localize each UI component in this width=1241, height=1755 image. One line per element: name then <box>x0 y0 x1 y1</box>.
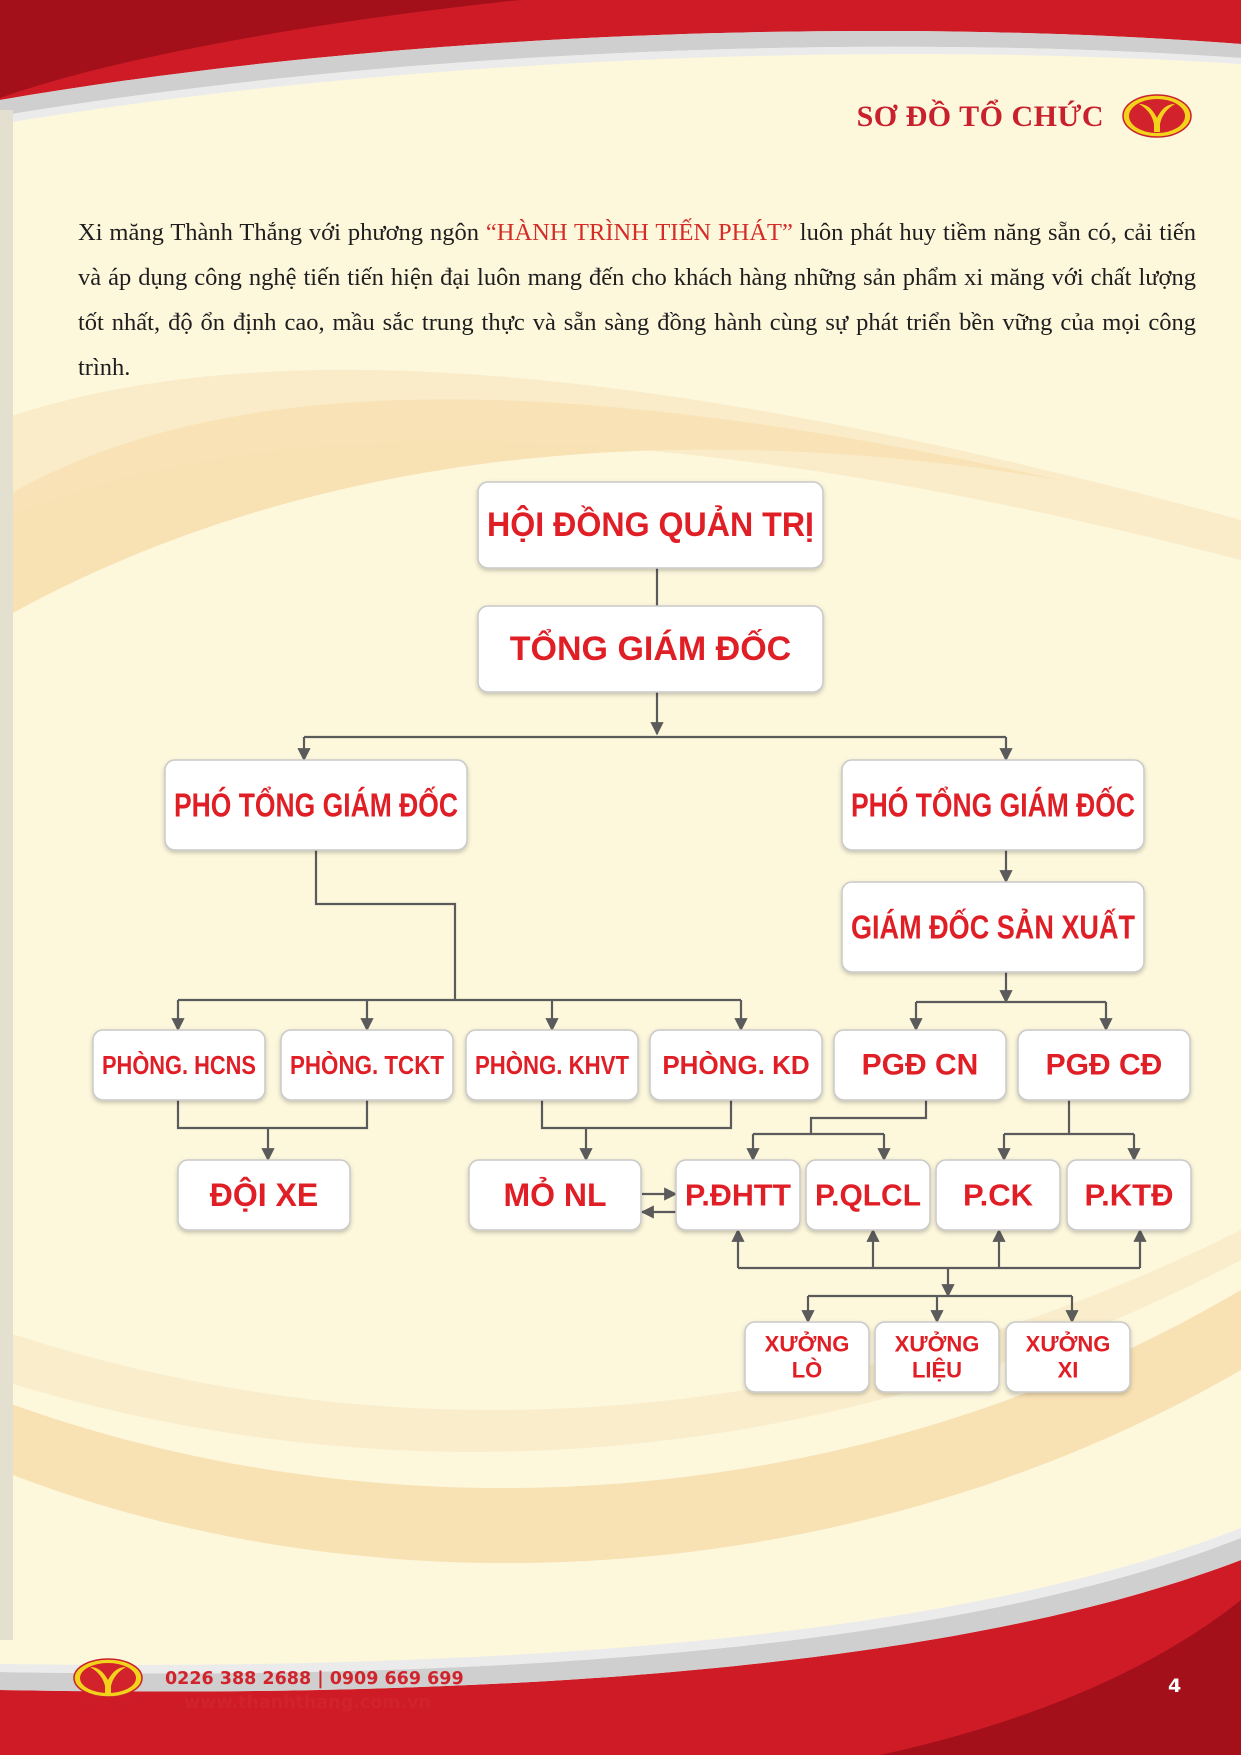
footer-phone: 0226 388 2688 | 0909 669 699 <box>165 1669 464 1689</box>
footer-contact <box>165 1667 464 1715</box>
org-node-label: XI <box>1057 1357 1079 1383</box>
org-node-tgd <box>478 606 823 692</box>
footer-logo-icon <box>72 1658 144 1708</box>
org-node-label: XƯỞNG <box>1025 1331 1111 1357</box>
org-node-pktd <box>1067 1160 1191 1230</box>
org-connector-line <box>811 1100 926 1134</box>
org-node-label: PHÒNG. TCKT <box>290 1050 445 1080</box>
page-number: 4 <box>1168 1675 1182 1697</box>
org-node-label: PHÓ TỔNG GIÁM ĐỐC <box>851 786 1205 824</box>
org-node-khvt <box>466 1030 638 1100</box>
org-node-label: HỘI ĐỒNG QUẢN TRỊ <box>487 506 833 544</box>
org-node-label: PHÓ TỔNG GIÁM ĐỐC <box>174 786 528 824</box>
intro-text-after: luôn phát huy tiềm năng sẵn có, cải tiến và áp dụng công nghệ tiến tiến hiện đại luôn mang đến cho khách hàng những sản phẩm xi măng với chất lượng tốt nhất, độ ổn định cao, mầu sắc trung thực và sẵn sàng đồng hành cùng sự phát triển bền vững của mọi công trình. <box>78 219 1196 381</box>
org-node-label: P.ĐHTT <box>685 1177 792 1213</box>
org-node-label: PGĐ CN <box>861 1048 979 1082</box>
org-node-label: ĐỘI XE <box>209 1177 319 1213</box>
org-node-label: PHÒNG. KD <box>662 1050 810 1080</box>
org-node-tckt <box>281 1030 453 1100</box>
org-node-label: MỎ NL <box>503 1177 607 1213</box>
org-node-doixe <box>178 1160 350 1230</box>
org-node-label: TỔNG GIÁM ĐỐC <box>509 630 792 668</box>
org-node-monl <box>469 1160 641 1230</box>
org-node-hdqt <box>478 482 833 568</box>
org-node-xxi <box>1006 1322 1130 1392</box>
org-node-label: PHÒNG. KHVT <box>475 1050 630 1080</box>
org-node-pdhtt <box>676 1160 800 1230</box>
org-node-label: P.CK <box>962 1177 1034 1213</box>
org-node-pgdcn <box>834 1030 1006 1100</box>
org-node-kd <box>650 1030 822 1100</box>
intro-motto: “HÀNH TRÌNH TIẾN PHÁT” <box>485 219 793 246</box>
org-node-hcns <box>93 1030 265 1100</box>
page-title: SƠ ĐỒ TỔ CHỨC <box>856 100 1104 133</box>
org-connector-line <box>542 1100 731 1128</box>
org-node-label: LIỆU <box>911 1357 963 1383</box>
org-connector-line <box>178 1100 367 1128</box>
org-node-label: P.QLCL <box>815 1177 921 1213</box>
org-node-xlieu <box>875 1322 999 1392</box>
org-node-label: P.KTĐ <box>1084 1177 1174 1213</box>
org-node-label: LÒ <box>791 1357 823 1383</box>
org-node-ptgd1 <box>165 760 528 850</box>
org-node-pck <box>936 1160 1060 1230</box>
footer-website-link[interactable]: www.thanhthang.com.vn <box>184 1693 431 1713</box>
org-node-label: XƯỞNG <box>894 1331 980 1357</box>
org-node-xlo <box>745 1322 869 1392</box>
org-connector-line <box>316 850 455 1000</box>
org-node-label: XƯỞNG <box>764 1331 850 1357</box>
org-node-label: PHÒNG. HCNS <box>102 1050 256 1080</box>
org-node-gdsx <box>842 882 1198 972</box>
org-nodes <box>93 482 1205 1392</box>
footer-logo-text: THANH THANG GROUP <box>76 1701 140 1707</box>
intro-text-before: Xi măng Thành Thắng với phương ngôn <box>78 219 486 246</box>
org-node-pqlcl <box>806 1160 930 1230</box>
org-node-ptgd2 <box>842 760 1205 850</box>
org-node-label: PGĐ CĐ <box>1045 1048 1163 1082</box>
org-node-label: GIÁM ĐỐC SẢN XUẤT <box>851 908 1198 946</box>
org-node-pgdcd <box>1018 1030 1190 1100</box>
